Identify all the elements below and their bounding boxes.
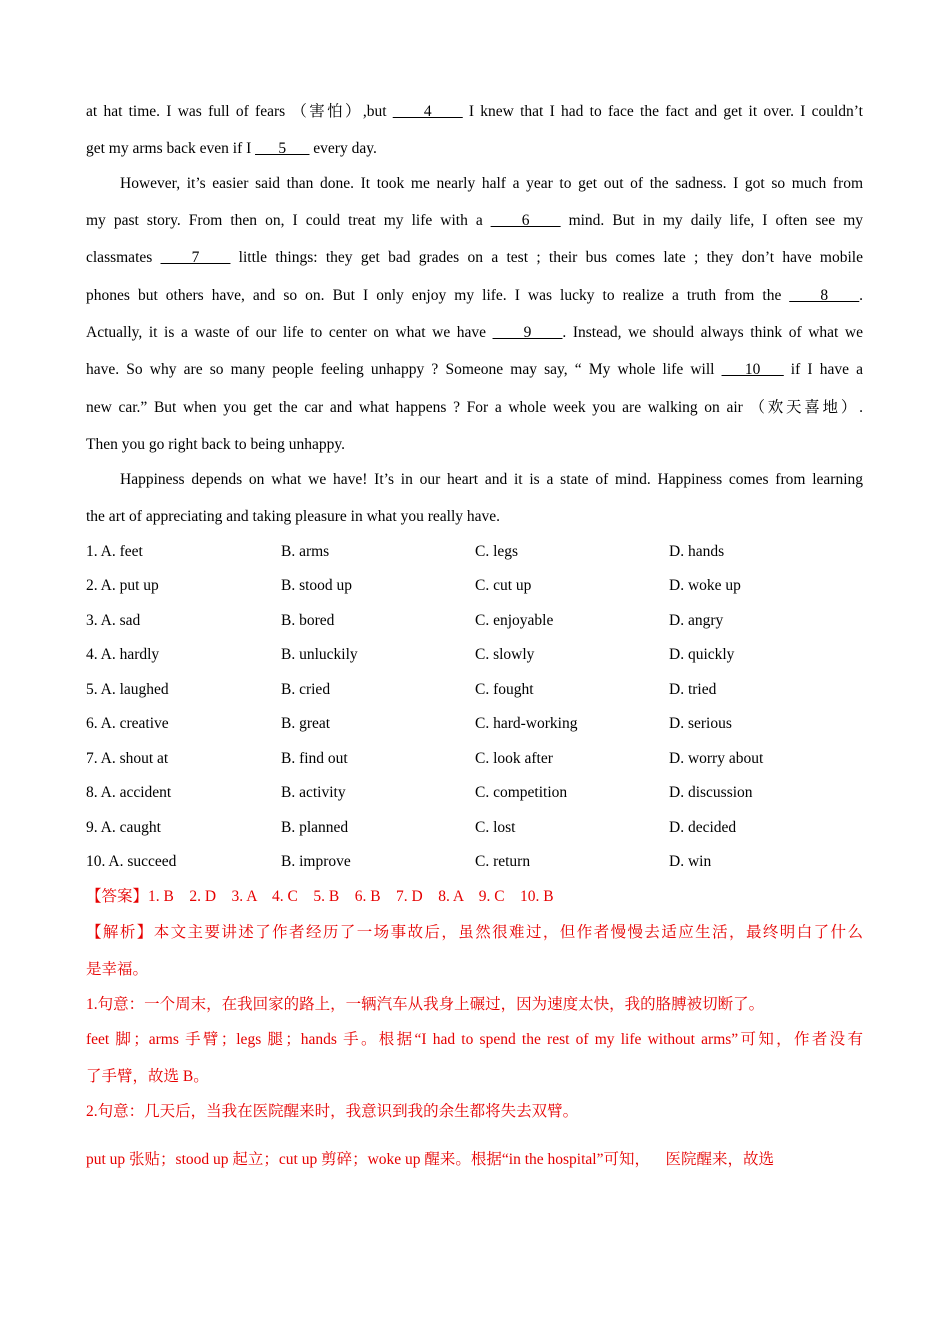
option: C. lost	[475, 819, 516, 836]
option: C. fought	[475, 681, 534, 698]
option: B. find out	[281, 750, 348, 767]
analysis-q1-title: 1.句意：一个周末，在我回家的路上，一辆汽车从我身上碾过，因为速度太快，我的胳膊被切断了。	[86, 996, 765, 1013]
option: D. decided	[669, 819, 737, 836]
passage-line: Then you go right back to being unhappy.	[86, 436, 345, 453]
option: B. cried	[281, 681, 331, 698]
option: D. serious	[669, 715, 732, 732]
option: 6. A. creative	[86, 715, 169, 732]
option: 1. A. feet	[86, 543, 143, 560]
option: C. hard-working	[475, 715, 578, 732]
option: D. woke up	[669, 577, 741, 594]
option: C. return	[475, 853, 531, 870]
option: C. cut up	[475, 577, 532, 594]
answer-line	[86, 887, 863, 907]
passage-line: have. So why are so many people feeling unhappy ? Someone may say, “ My whole life will ___10___ if I have a	[86, 361, 863, 378]
blank-6: ____6____	[490, 212, 561, 229]
option: B. planned	[281, 819, 349, 836]
option: D. tried	[669, 681, 717, 698]
option: D. hands	[669, 543, 725, 560]
analysis-label: 【解析】	[86, 924, 154, 941]
option: 3. A. sad	[86, 612, 141, 629]
option: D. discussion	[669, 784, 753, 801]
blank-8: ____8____	[789, 287, 860, 304]
analysis-q1-line: 了手臂，故选 B。	[86, 1068, 209, 1085]
answer-label: 【答案】	[86, 888, 149, 905]
option: 8. A. accident	[86, 784, 172, 801]
analysis-line: 【解析】本文主要讲述了作者经历了一场事故后，虽然很难过，但作者慢慢去适应生活，最终明白了什么	[86, 924, 863, 941]
analysis-q2-title: 2.句意：几天后，当我在医院醒来时，我意识到我的余生都将失去双臂。	[86, 1103, 579, 1120]
option: C. enjoyable	[475, 612, 554, 629]
option: 4. A. hardly	[86, 646, 160, 663]
option: B. great	[281, 715, 331, 732]
passage-line: new car.” But when you get the car and what happens ? For a whole week you are walking on air （欢天喜地）.	[86, 399, 863, 416]
passage-line: my past story. From then on, I could treat my life with a ____6____ mind. But in my daily life, I often see my	[86, 212, 864, 229]
option: C. slowly	[475, 646, 535, 663]
option: C. look after	[475, 750, 553, 767]
passage-line: Actually, it is a waste of our life to center on what we have ____9____. Instead, we should always think of what we	[86, 324, 863, 341]
blank-9: ____9____	[492, 324, 563, 341]
option: B. arms	[281, 543, 330, 560]
option: 9. A. caught	[86, 819, 161, 836]
option: D. angry	[669, 612, 724, 629]
option: D. quickly	[669, 646, 735, 663]
passage-line: However, it’s easier said than done. It took me nearly half a year to get out of the sadness. I got so much from	[120, 175, 863, 192]
option: C. competition	[475, 784, 568, 801]
blank-7: ____7____	[160, 249, 231, 266]
option: B. activity	[281, 784, 346, 801]
blank-5: ___5___	[255, 140, 310, 157]
option: B. unluckily	[281, 646, 358, 663]
blank-4: ____4____	[392, 103, 463, 120]
passage-line: Happiness depends on what we have! It’s in our heart and it is a state of mind. Happiness comes from learning	[120, 471, 863, 488]
option: C. legs	[475, 543, 519, 560]
option: 5. A. laughed	[86, 681, 169, 698]
option: B. improve	[281, 853, 351, 870]
passage-line: phones but others have, and so on. But I only enjoy my life. I was lucky to realize a truth from the ____8____.	[86, 287, 863, 304]
option: B. stood up	[281, 577, 353, 594]
option: D. worry about	[669, 750, 764, 767]
passage-line: at hat time. I was full of fears （害怕）,but ____4____ I knew that I had to face the fact and get it over. I couldn’t	[86, 103, 863, 120]
analysis-q2-line: put up 张贴；stood up 起立；cut up 剪碎；woke up 醒来。根据“in the hospital”可知， 医院醒来，故选	[86, 1151, 774, 1168]
passage-line: get my arms back even if I ___5___ every day.	[86, 140, 377, 157]
option: D. win	[669, 853, 712, 870]
option: 7. A. shout at	[86, 750, 169, 767]
option: 10. A. succeed	[86, 853, 177, 870]
analysis-q1-line: feet 脚；arms 手臂；legs 腿；hands 手。根据“I had to spend the rest of my life without arms”可知，作者没有	[86, 1031, 863, 1048]
analysis-line: 是幸福。	[86, 961, 149, 978]
passage-line: classmates ____7____ little things: they get bad grades on a test ; their bus comes late ; they don’t have mobile	[86, 249, 863, 266]
blank-10: ___10___	[721, 361, 784, 378]
option: B. bored	[281, 612, 335, 629]
passage-line: the art of appreciating and taking pleasure in what you really have.	[86, 508, 501, 525]
answer-text: 1. B 2. D 3. A 4. C 5. B 6. B 7. D 8. A 9. C 10. B	[148, 888, 554, 905]
option: 2. A. put up	[86, 577, 159, 594]
